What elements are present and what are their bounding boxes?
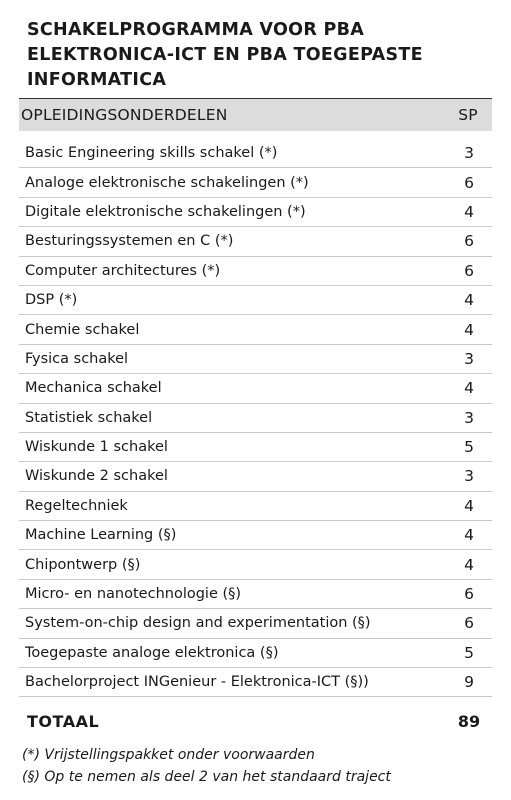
course-name: Besturingssystemen en C (*) bbox=[25, 233, 234, 250]
table-row bbox=[19, 257, 492, 286]
course-sp: 3 bbox=[464, 408, 474, 427]
table-row bbox=[19, 550, 492, 579]
table-row bbox=[19, 139, 492, 168]
column-header-sp: SP bbox=[458, 106, 478, 124]
course-sp: 3 bbox=[464, 467, 474, 486]
title-line-2: ELEKTRONICA-ICT EN PBA TOEGEPASTE bbox=[27, 45, 423, 65]
table-row bbox=[19, 286, 492, 315]
course-name: Basic Engineering skills schakel (*) bbox=[25, 145, 278, 162]
table-row bbox=[19, 374, 492, 403]
total-label: TOTAAL bbox=[27, 711, 100, 731]
total-sp: 89 bbox=[457, 711, 481, 731]
course-name: Wiskunde 1 schakel bbox=[25, 439, 168, 456]
title-line-3: INFORMATICA bbox=[27, 70, 167, 90]
course-sp: 4 bbox=[464, 526, 474, 545]
footnote-1: (*) Vrijstellingspakket onder voorwaarden bbox=[22, 747, 315, 763]
table-body bbox=[19, 139, 492, 697]
table-row bbox=[19, 198, 492, 227]
table-row bbox=[19, 668, 492, 697]
table-row bbox=[19, 433, 492, 462]
table-row bbox=[19, 462, 492, 491]
course-sp: 6 bbox=[464, 585, 474, 604]
course-sp: 6 bbox=[464, 614, 474, 633]
table-row bbox=[19, 404, 492, 433]
course-name: Wiskunde 2 schakel bbox=[25, 468, 168, 485]
course-sp: 4 bbox=[464, 379, 474, 398]
document-title bbox=[27, 18, 487, 93]
title-line-1: SCHAKELPROGRAMMA VOOR PBA bbox=[27, 20, 365, 40]
table-row bbox=[19, 227, 492, 256]
course-name: Digitale elektronische schakelingen (*) bbox=[25, 203, 306, 220]
course-name: Chipontwerp (§) bbox=[25, 556, 141, 573]
course-sp: 5 bbox=[464, 438, 474, 457]
course-name: Mechanica schakel bbox=[25, 380, 162, 397]
course-sp: 9 bbox=[464, 673, 474, 692]
table-row bbox=[19, 639, 492, 668]
table-row bbox=[19, 168, 492, 197]
footnote-2: (§) Op te nemen als deel 2 van het standaard traject bbox=[22, 769, 391, 785]
course-sp: 6 bbox=[464, 261, 474, 280]
course-sp: 5 bbox=[464, 643, 474, 662]
table-row bbox=[19, 345, 492, 374]
course-name: Computer architectures (*) bbox=[25, 262, 221, 279]
course-sp: 4 bbox=[464, 555, 474, 574]
course-name: Toegepaste analoge elektronica (§) bbox=[25, 644, 279, 661]
course-sp: 6 bbox=[464, 173, 474, 192]
table-row bbox=[19, 609, 492, 638]
course-name: Fysica schakel bbox=[25, 350, 129, 367]
course-sp: 6 bbox=[464, 232, 474, 251]
footnotes bbox=[22, 744, 391, 788]
course-sp: 4 bbox=[464, 320, 474, 339]
course-name: Statistiek schakel bbox=[25, 409, 153, 426]
course-sp: 3 bbox=[464, 144, 474, 163]
course-sp: 3 bbox=[464, 349, 474, 368]
table-row bbox=[19, 521, 492, 550]
course-sp: 4 bbox=[464, 202, 474, 221]
course-name: System-on-chip design and experimentation (§) bbox=[25, 615, 371, 632]
column-header-name: OPLEIDINGSONDERDELEN bbox=[21, 106, 228, 124]
course-sp: 4 bbox=[464, 291, 474, 310]
course-sp: 4 bbox=[464, 496, 474, 515]
table-row bbox=[19, 315, 492, 344]
table-row bbox=[19, 580, 492, 609]
table-row bbox=[19, 492, 492, 521]
course-name: DSP (*) bbox=[25, 292, 78, 309]
course-name: Regeltechniek bbox=[25, 497, 128, 514]
course-name: Bachelorproject INGenieur - Elektronica-ICT (§)) bbox=[25, 674, 369, 691]
course-name: Micro- en nanotechnologie (§) bbox=[25, 586, 242, 603]
course-name: Analoge elektronische schakelingen (*) bbox=[25, 174, 309, 191]
course-name: Chemie schakel bbox=[25, 321, 140, 338]
table-header bbox=[19, 98, 492, 131]
course-name: Machine Learning (§) bbox=[25, 527, 177, 544]
total-row bbox=[19, 707, 492, 735]
